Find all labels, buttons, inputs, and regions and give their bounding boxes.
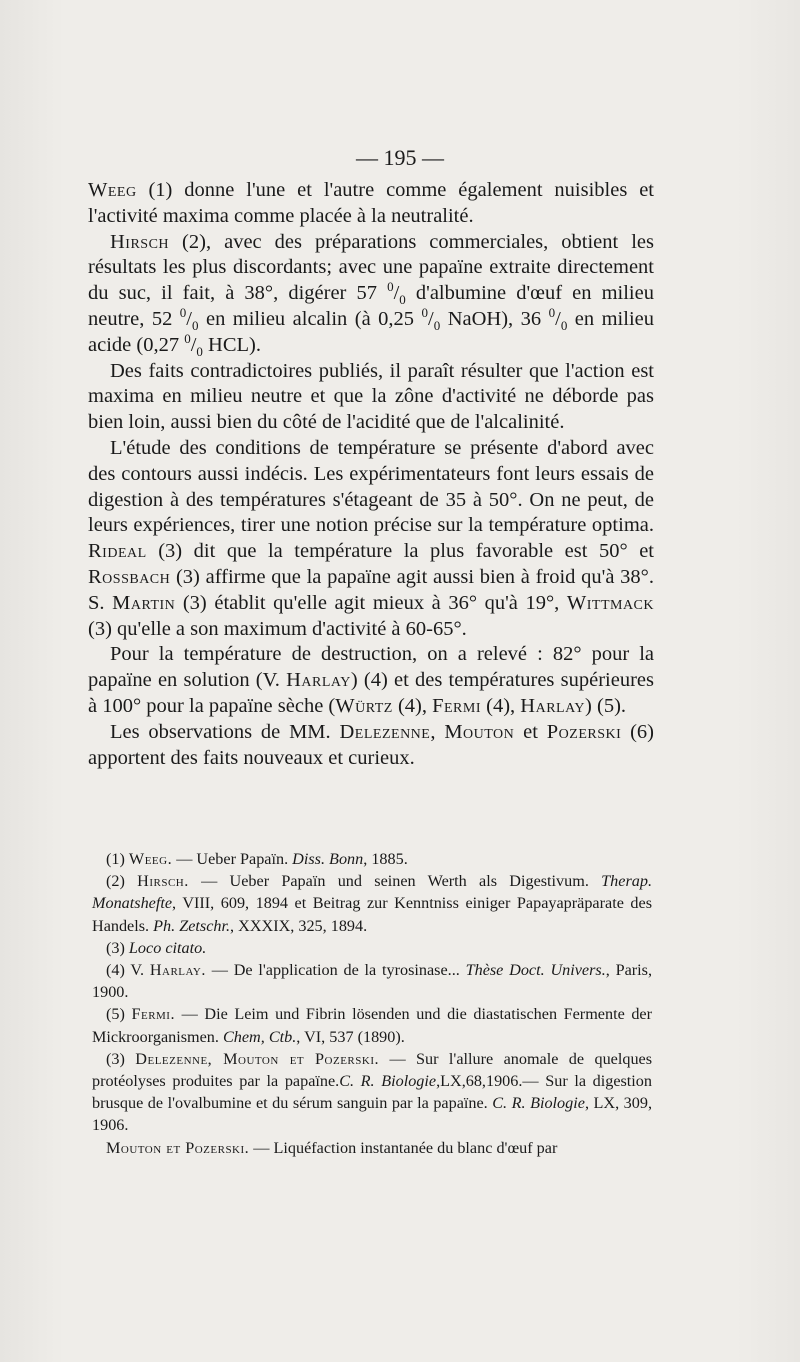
paragraph-text: en milieu alcalin (à 0,25 <box>198 307 422 330</box>
footnote-text: , LX, 309, 1906. <box>92 1094 653 1135</box>
percent-den: 0 <box>192 318 199 334</box>
paragraph-text: Pour la température de destruction, on a relevé : 82° pour la papaïne en solution (V. <box>88 643 654 692</box>
footnote-number: (1) <box>106 850 129 868</box>
paragraph-weeg <box>88 178 654 230</box>
footnote-5 <box>92 1003 652 1047</box>
author-name: Würtz <box>335 694 393 717</box>
paragraph-temperature <box>88 436 654 642</box>
footnote-4 <box>92 959 652 1003</box>
footnote-text: — Ueber Papaïn. <box>172 850 293 868</box>
author-name: Wittmack <box>566 591 654 614</box>
footnote-text: , VIII, 609, 1894 et Beitrag zur Kenntniss einiger Papayapräparate des Handels. <box>92 894 652 935</box>
footnote-text: — Ueber Papaïn und seinen Werth als Digestivum. <box>188 872 602 891</box>
footnote-text: , XXXIX, 325, 1894. <box>230 916 368 935</box>
paragraph-text: ) (5). <box>585 694 627 717</box>
paragraph-text: (3) qu'elle a son maximum d'activité à 60-65°. <box>88 617 467 640</box>
footnote-source: Diss. Bonn <box>292 850 364 868</box>
paragraph-text: (2), avec des préparations commerciales, obtient les résultats les plus discordants; avec une papaïne extraite directement du suc, il fait, à 38°, digérer 57 <box>88 230 654 305</box>
footnote-1 <box>92 848 652 870</box>
author-name: Rossbach <box>88 565 171 588</box>
footnote-author: Harlay. <box>149 961 206 980</box>
percent-den: 0 <box>399 292 406 308</box>
footnote-author: Mouton et Pozerski. <box>106 1138 250 1157</box>
footnote-text: — Liquéfaction instantanée du blanc d'œuf par <box>249 1138 558 1157</box>
footnote-source: Thèse Doct. Univers. <box>465 961 606 980</box>
paragraph-contradictory: Des faits contradictoires publiés, il paraît résulter que l'action est maxima en milieu neutre et que la zône d'activité ne déborde pas bien loin, aussi bien du côté de l'acidité que de l'alcalinité. <box>88 359 654 434</box>
paragraph-text: (3) affirme que la papaïne agit aussi bien à froid qu'à 38°. S. <box>88 565 654 614</box>
percent-num: 0 <box>184 330 191 346</box>
percent-num: 0 <box>548 305 556 321</box>
paragraph-text: (1) donne l'une et l'autre comme également nuisibles et l'activité maxima comme placée à la neutralité. <box>88 179 654 227</box>
footnote-number: (2) <box>106 872 138 891</box>
paragraph-text: HCL). <box>202 333 261 356</box>
paragraph-observations <box>88 720 654 772</box>
footnote-7 <box>92 1137 652 1159</box>
paragraph-text: ) (4) et des températures supérieures à 100° pour la papaïne sèche ( <box>88 669 654 717</box>
footnote-text: — De l'application de la tyrosinase... <box>205 961 466 980</box>
paragraph-text: , <box>430 720 445 743</box>
author-name: Delezenne <box>339 720 431 743</box>
paragraph-text: Les observations de MM. <box>110 720 340 743</box>
footnote-source: Chem, Ctb. <box>222 1027 297 1046</box>
footnote-author: Hirsch. <box>137 872 189 891</box>
percent-num: 0 <box>387 279 394 295</box>
footnote-text: — Sur l'allure anomale de quelques protéolyses produites par la papaïne. <box>92 1049 653 1091</box>
footnote-text: ,LX,68,1906.— Sur la digestion brusque de l'ovalbumine et du sérum sanguin par la papaïne. <box>92 1072 652 1113</box>
author-name: Pozerski <box>546 720 622 743</box>
author-name: Fermi <box>432 694 482 717</box>
author-name: Weeg <box>88 179 137 201</box>
footnote-source: C. R. Biologie <box>339 1072 437 1091</box>
paragraph-text: d'albumine d'œuf en milieu neutre, 52 <box>88 282 654 330</box>
footnote-number: (3) <box>106 1049 136 1068</box>
percent-num: 0 <box>421 305 429 321</box>
author-name: Rideal <box>88 540 147 563</box>
footnote-author: Delezenne, Mouton et Pozerski. <box>135 1049 380 1068</box>
percent-den: 0 <box>560 318 568 334</box>
footnote-number: (5) <box>106 1005 132 1024</box>
paragraph-text: (3) dit que la température la plus favorable est 50° et <box>146 540 654 563</box>
footnote-author: Weeg. <box>128 850 173 868</box>
paragraph-text: (4), <box>481 694 521 717</box>
paragraph-text: NaOH), 36 <box>440 307 549 330</box>
footnote-source: C. R. Biologie <box>492 1094 585 1113</box>
footnote-number: (3) <box>106 938 129 957</box>
footnote-source: Therap. Monatshefte <box>92 872 652 913</box>
author-name: Harlay <box>286 669 351 692</box>
paragraph-hirsch: Hirsch (2), avec des préparations commerciales, obtient les résultats les plus discordants; avec une papaïne extraite directement du suc, il fait, à 38°, digérer 57 $^0/_0$ d'albumine d'œuf en milieu neutre, 52 $^0/_0$ en milieu alcalin (à 0,25 $^0/_0$ NaOH), 36 $^0/_0$ en milieu acide (0,27 $^0/_0$ HCL). <box>88 230 654 359</box>
author-name: Hirsch <box>110 230 170 253</box>
paragraph-text: (3) établit qu'elle agit mieux à 36° qu'à 19°, <box>175 591 567 614</box>
footnote-source: Loco citato. <box>128 938 207 957</box>
paragraph-destruction <box>88 642 654 719</box>
author-name: Martin <box>112 591 176 614</box>
footnote-author: Fermi. <box>131 1005 176 1024</box>
footnote-3 <box>92 937 652 959</box>
footnotes <box>92 848 652 1159</box>
footnote-6 <box>92 1048 652 1137</box>
paragraph-text: en milieu acide (0,27 <box>88 307 654 356</box>
percent-den: 0 <box>433 318 441 334</box>
percent-num: 0 <box>179 305 187 321</box>
footnote-number: (4) V. <box>106 961 150 980</box>
author-name: Harlay <box>520 694 586 717</box>
footnote-2 <box>92 870 652 937</box>
footnote-text: — Die Leim und Fibrin lösenden und die diastatischen Fermente der Mickroorganismen. <box>92 1005 653 1046</box>
paragraph-text: (4), <box>392 694 433 717</box>
paragraph-text: et <box>514 720 547 743</box>
author-name: Mouton <box>444 720 515 743</box>
paragraph-text: (6) apportent des faits nouveaux et curieux. <box>88 720 655 769</box>
percent-den: 0 <box>196 343 203 359</box>
main-text <box>88 178 654 771</box>
page-number: — 195 — <box>356 145 444 170</box>
footnote-text: , 1885. <box>363 850 408 868</box>
footnote-text: , VI, 537 (1890). <box>296 1027 405 1046</box>
footnote-text: , Paris, 1900. <box>92 961 653 1002</box>
footnote-source: Ph. Zetschr. <box>153 916 231 935</box>
paragraph-text: L'étude des conditions de température se présente d'abord avec des contours aussi indécis. Les expérimentateurs font leurs essais de digestion à des températures s'étageant de 35 à 50°. On ne peut, de leurs expériences, tirer une notion précise sur la température optima. <box>88 436 654 537</box>
